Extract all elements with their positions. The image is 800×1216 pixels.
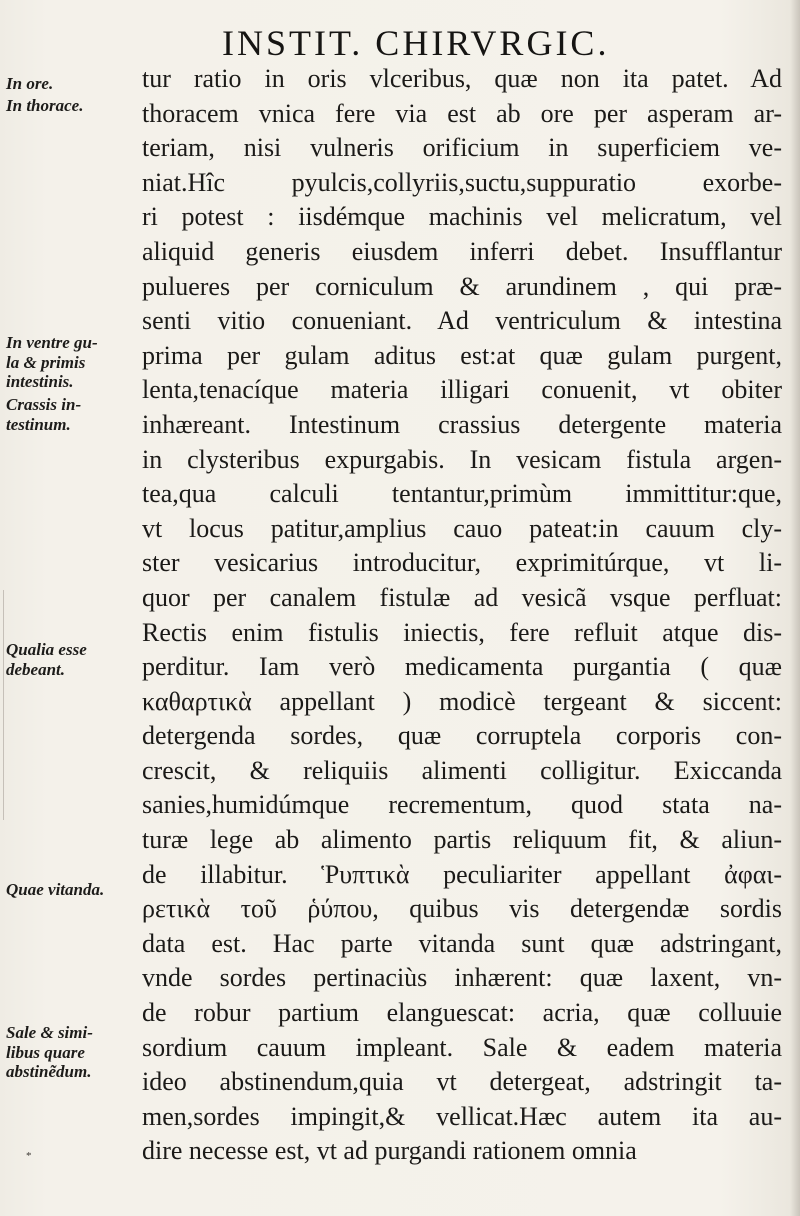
margin-note-line: Quae vitanda. [6, 880, 105, 899]
text-line: Rectis enim fistulis iniectis, fere refluit atque dis- [142, 617, 782, 647]
text-line: de illabitur. Ῥυπτικὰ peculiariter appellant ἀφαι- [142, 859, 782, 889]
text-line: lenta,tenacíque materia illigari conuenit, vt obiter [142, 375, 782, 405]
margin-note-line: intestinis. [6, 372, 74, 391]
text-line: vnde sordes pertinaciùs inhærent: quæ laxent, vn- [142, 963, 782, 993]
margin-note-line: la & primis [6, 352, 86, 372]
margin-note-quae-vitanda [6, 880, 136, 900]
margin-note-line: Qualia esse [6, 640, 87, 659]
margin-note-line: In thorace. [6, 96, 84, 115]
margin-note-line: Crassis in- [6, 395, 82, 414]
text-line: thoracem vnica fere via est ab ore per asperam ar- [142, 98, 782, 128]
text-line: niat.Hîc pyulcis,collyriis,suctu,suppuratio exorbe- [142, 167, 782, 197]
margin-note-crassis [6, 395, 136, 434]
margin-note-in-ore [6, 74, 136, 94]
margin-rule [3, 590, 4, 820]
page-edge-shadow [790, 0, 800, 1216]
text-line: turæ lege ab alimento partis reliquum fit, & aliun- [142, 825, 782, 855]
text-line: data est. Hac parte vitanda sunt quæ adstringant, [142, 928, 782, 958]
text-line: ρετικὰ τοῦ ῥύπου, quibus vis detergendæ sordis [142, 894, 782, 924]
text-line: teriam, nisi vulneris orificium in superficiem ve- [142, 133, 782, 163]
text-line: pulueres per corniculum & arundinem , qui præ- [142, 271, 782, 301]
text-line: inhæreant. Intestinum crassius detergente materia [142, 409, 782, 439]
margin-note-line: testinum. [6, 414, 71, 434]
text-line: senti vitio conueniant. Ad ventriculum & intestina [142, 306, 782, 336]
text-line: καθαρτικὰ appellant ) modicè tergeant & siccent: [142, 686, 782, 716]
text-line: ster vesicarius introducitur, exprimitúrque, vt li- [142, 548, 782, 578]
body-text [142, 62, 782, 1169]
margin-note-line: In ore. [6, 74, 54, 93]
text-line: dire necesse est, vt ad purgandi rationem omnia [142, 1136, 637, 1166]
ink-mark: * [26, 1150, 32, 1162]
text-line: vt locus patitur,amplius cauo pateat:in cauum cly- [142, 513, 782, 543]
text-line: sanies,humidúmque recrementum, quod stata na- [142, 790, 782, 820]
text-line: ideo abstinendum,quia vt detergeat, adstringit ta- [142, 1067, 782, 1097]
text-line: men,sordes impingit,& vellicat.Hæc autem ita au- [142, 1101, 782, 1131]
text-line: quor per canalem fistulæ ad vesicã vsque perfluat: [142, 582, 782, 612]
text-line: aliquid generis eiusdem inferri debet. Insufflantur [142, 236, 782, 266]
margin-note-sale [6, 1023, 136, 1082]
margin-note-qualia [6, 640, 136, 679]
text-line: sordium cauum impleant. Sale & eadem materia [142, 1032, 782, 1062]
text-line: tur ratio in oris vlceribus, quæ non ita patet. Ad [142, 64, 782, 93]
margin-note-line: In ventre gu- [6, 333, 98, 352]
margin-note-line: Sale & simi- [6, 1023, 93, 1042]
margin-note-in-thorace [6, 96, 136, 116]
margin-note-line: debeant. [6, 659, 66, 679]
running-head: INSTIT. CHIRVRGIC. [222, 23, 610, 63]
margin-note-line: libus quare [6, 1042, 85, 1062]
text-line: in clysteribus expurgabis. In vesicam fistula argen- [142, 444, 782, 474]
margin-note-in-ventre [6, 333, 136, 392]
text-line: ri potest : iisdémque machinis vel melicratum, vel [142, 202, 782, 232]
text-line: crescit, & reliquiis alimenti colligitur. Exiccanda [142, 755, 782, 785]
text-line: detergenda sordes, quæ corruptela corporis con- [142, 721, 782, 751]
text-line: prima per gulam aditus est:at quæ gulam purgent, [142, 340, 782, 370]
margin-note-line: abstinẽdum. [6, 1062, 92, 1081]
text-line: tea,qua calculi tentantur,primùm immittitur:que, [142, 479, 782, 509]
text-line: de robur partium elanguescat: acria, quæ colluuie [142, 998, 782, 1028]
text-line: perditur. Iam verò medicamenta purgantia ( quæ [142, 652, 782, 682]
